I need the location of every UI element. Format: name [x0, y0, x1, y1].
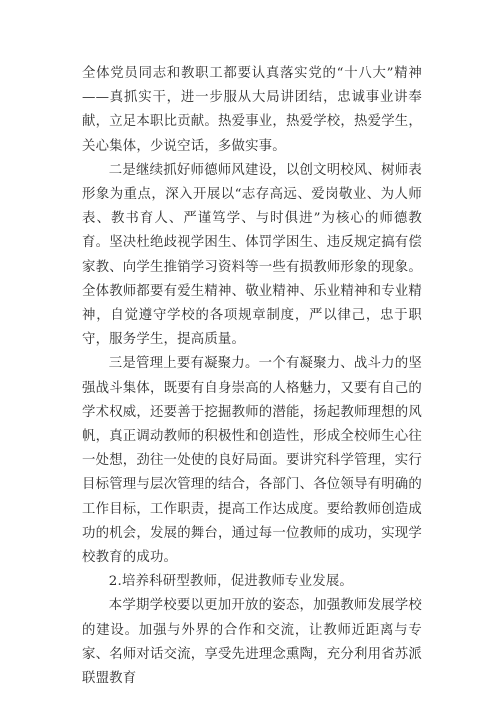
paragraph-open-development: 本学期学校要以更加开放的姿态，加强教师发展学校的建设。加强与外界的合作和交流，让教师近距离与专家、名师对话交流，享受先进理念熏陶，充分利用省苏派联盟教育 [82, 598, 422, 687]
paragraph-management-cohesion: 三是管理上要有凝聚力。一个有凝聚力、战斗力的坚强战斗集体，既要有自身崇高的人格魅力，又要有自己的学术权威，还要善于挖掘教师的潜能，扬起教师理想的风帆，真正调动教师的积极性和创造性，形成全校师生心往一处想，劲往一处使的良好局面。要讲究科学管理，实行目标管理与层次管理的结合，各部门、各位领导有明确的工作目标，工作职责，提高工作达成度。要给教师创造成功的机会，发展的舞台，通过每一位教师的成功，实现学校教育的成功。 [82, 356, 422, 566]
document-body [82, 62, 422, 691]
section-heading-research-teachers: 2.培养科研型教师，促进教师专业发展。 [108, 574, 354, 590]
paragraph-teacher-ethics: 二是继续抓好师德师风建设，以创文明校风、树师表形象为重点，深入开展以“志存高远、爱岗敬业、为人师表、教书育人、严谨笃学、与时俱进”为核心的师德教育。坚决杜绝歧视学困生、体罚学困生、违反规定搞有偿家教、向学生推销学习资料等一些有损教师形象的现象。全体教师都要有爱生精神、敬业精神、乐业精神和专业精神，自觉遵守学校的各项规章制度，严以律己，忠于职守，服务学生，提高质量。 [82, 162, 422, 348]
paragraph-party-spirit: 全体党员同志和教职工都要认真落实党的“十八大”精神——真抓实干，进一步服从大局讲团结，忠诚事业讲奉献，立足本职比贡献。热爱事业，热爱学校，热爱学生，关心集体，少说空话，多做实事。 [82, 66, 422, 154]
